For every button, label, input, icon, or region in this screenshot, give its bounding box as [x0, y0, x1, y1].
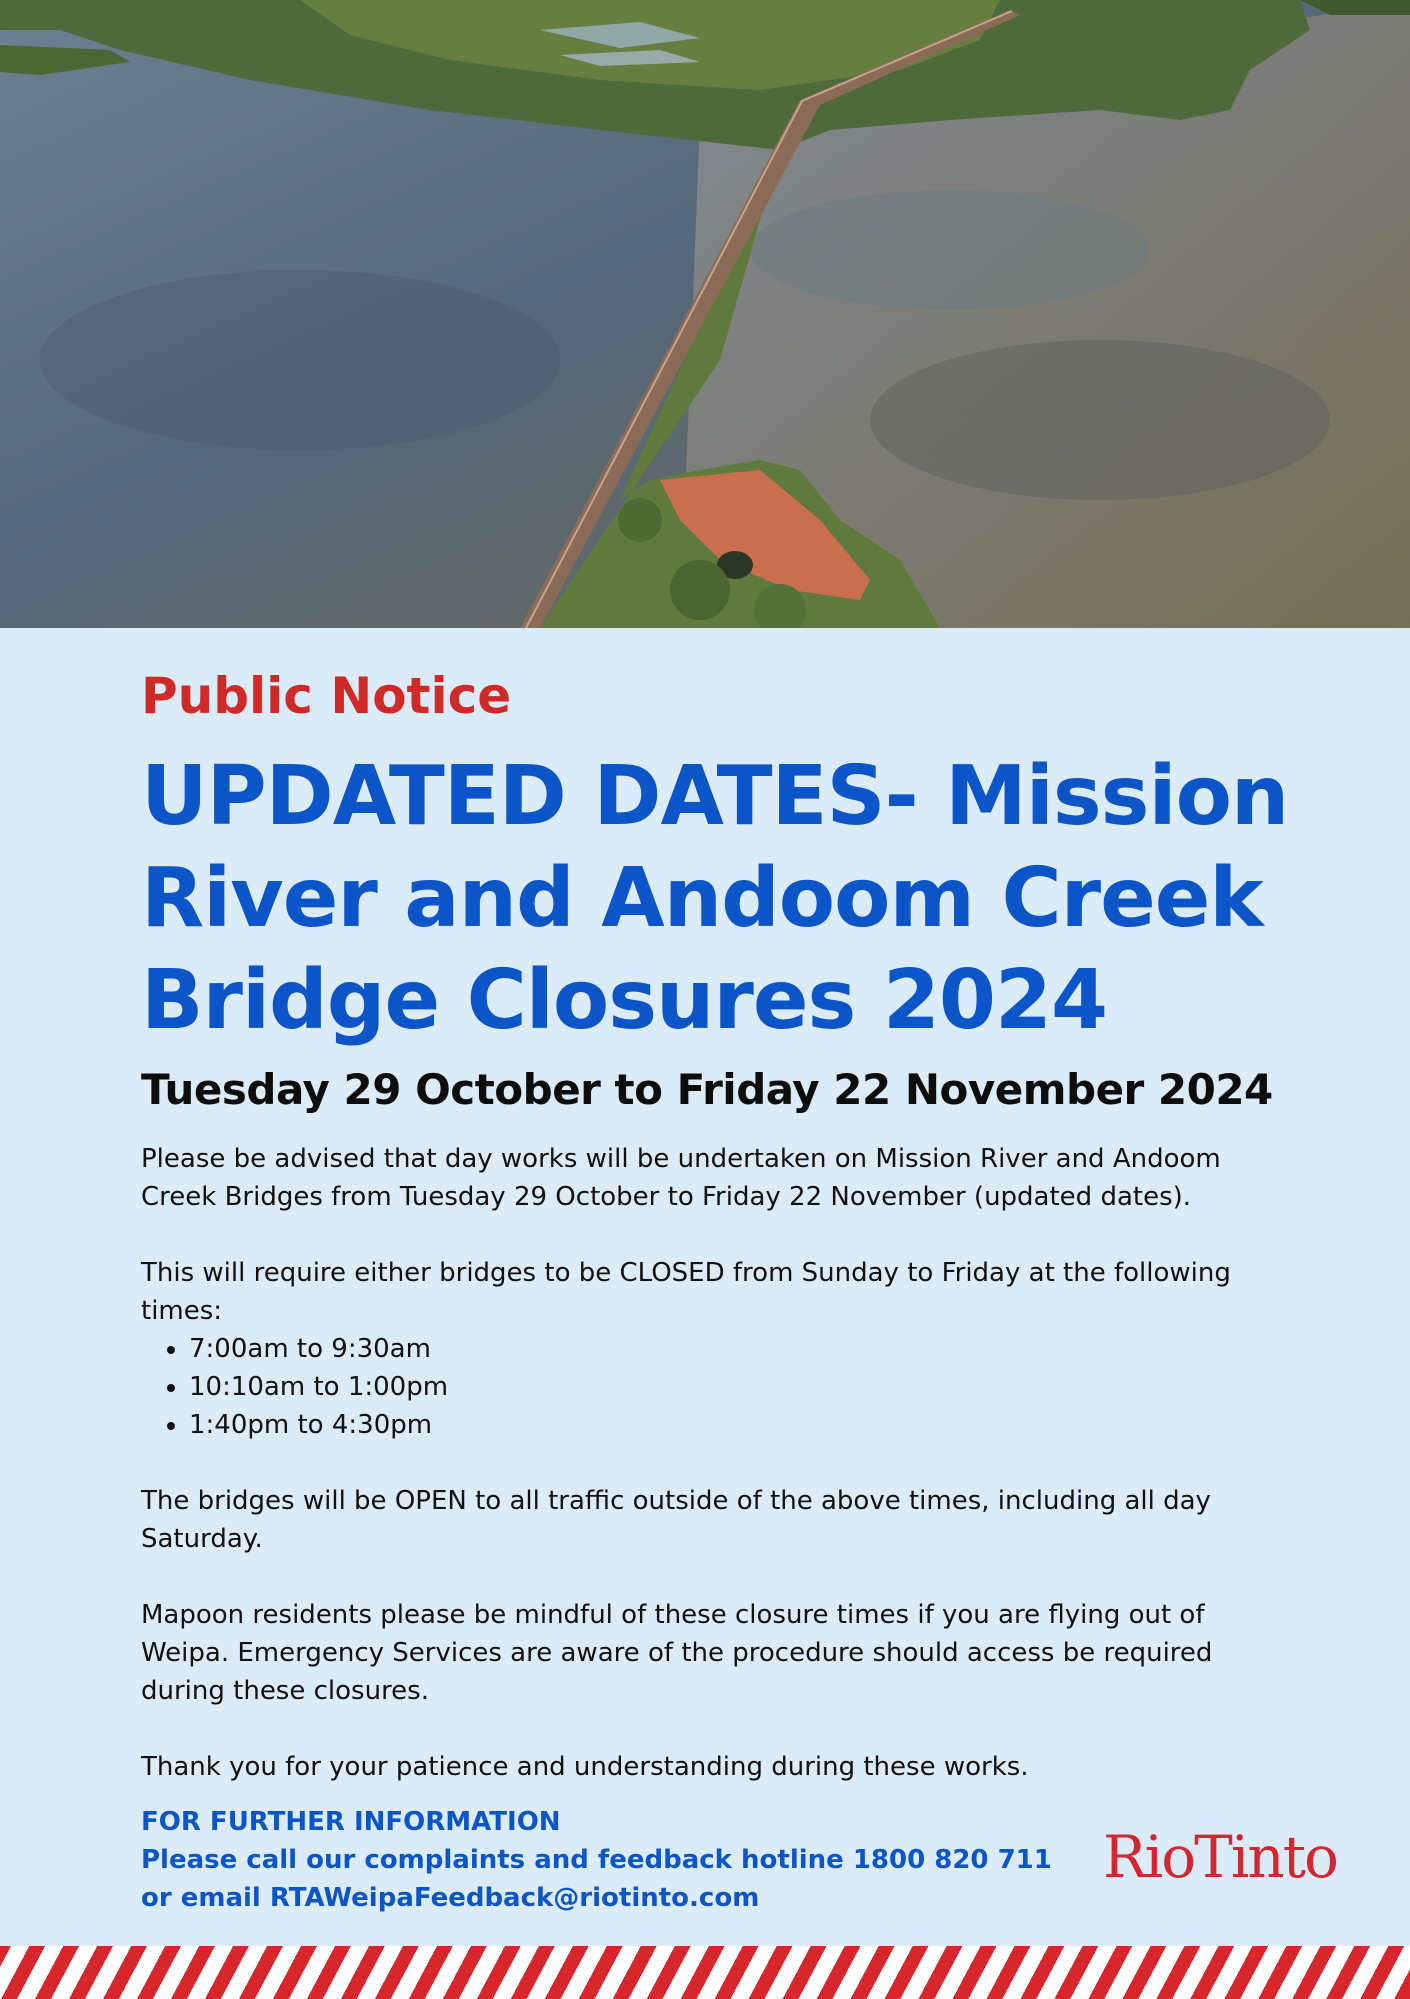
advice-paragraph: Please be advised that day works will be undertaken on Mission River and Andoom Creek Bridges from Tuesday 29 October to Friday 22 November (updated dates).: [141, 1144, 1221, 1212]
list-item: • 1:40pm to 4:30pm: [189, 1406, 1271, 1444]
notice-body: [141, 1140, 1271, 1786]
page-title: UPDATED DATES- Mission River and Andoom Creek Bridge Closures 2024: [141, 749, 1289, 1048]
hotline-text[interactable]: Please call our complaints and feedback hotline 1800 820 711: [141, 1845, 1052, 1875]
email-text[interactable]: or email RTAWeipaFeedback@riotinto.com: [141, 1883, 760, 1913]
open-times-paragraph: The bridges will be OPEN to all traffic outside of the above times, including all day Saturday.: [141, 1486, 1211, 1554]
hero-photo-bridge-aerial: [0, 0, 1410, 628]
rio-tinto-logo: RioTinto: [1103, 1823, 1337, 1891]
mapoon-residents-paragraph: Mapoon residents please be mindful of these closure times if you are flying out of Weipa. Emergency Services are aware of the procedure should access be required during these closures.: [141, 1600, 1213, 1706]
closure-intro-paragraph: This will require either bridges to be CLOSED from Sunday to Friday at the following times:: [141, 1258, 1231, 1326]
further-information-heading: FOR FURTHER INFORMATION: [141, 1807, 561, 1837]
further-information: [141, 1803, 1052, 1917]
thank-you-paragraph: Thank you for your patience and understanding during these works.: [141, 1752, 1029, 1782]
public-notice-label: Public Notice: [141, 667, 512, 725]
list-item: • 7:00am to 9:30am: [189, 1330, 1271, 1368]
date-range-heading: Tuesday 29 October to Friday 22 November 2024: [141, 1065, 1273, 1114]
closure-times-list: [141, 1330, 1271, 1444]
hero-illustration: [0, 0, 1410, 628]
hazard-stripe-footer: [0, 1946, 1410, 1999]
list-item: • 10:10am to 1:00pm: [189, 1368, 1271, 1406]
